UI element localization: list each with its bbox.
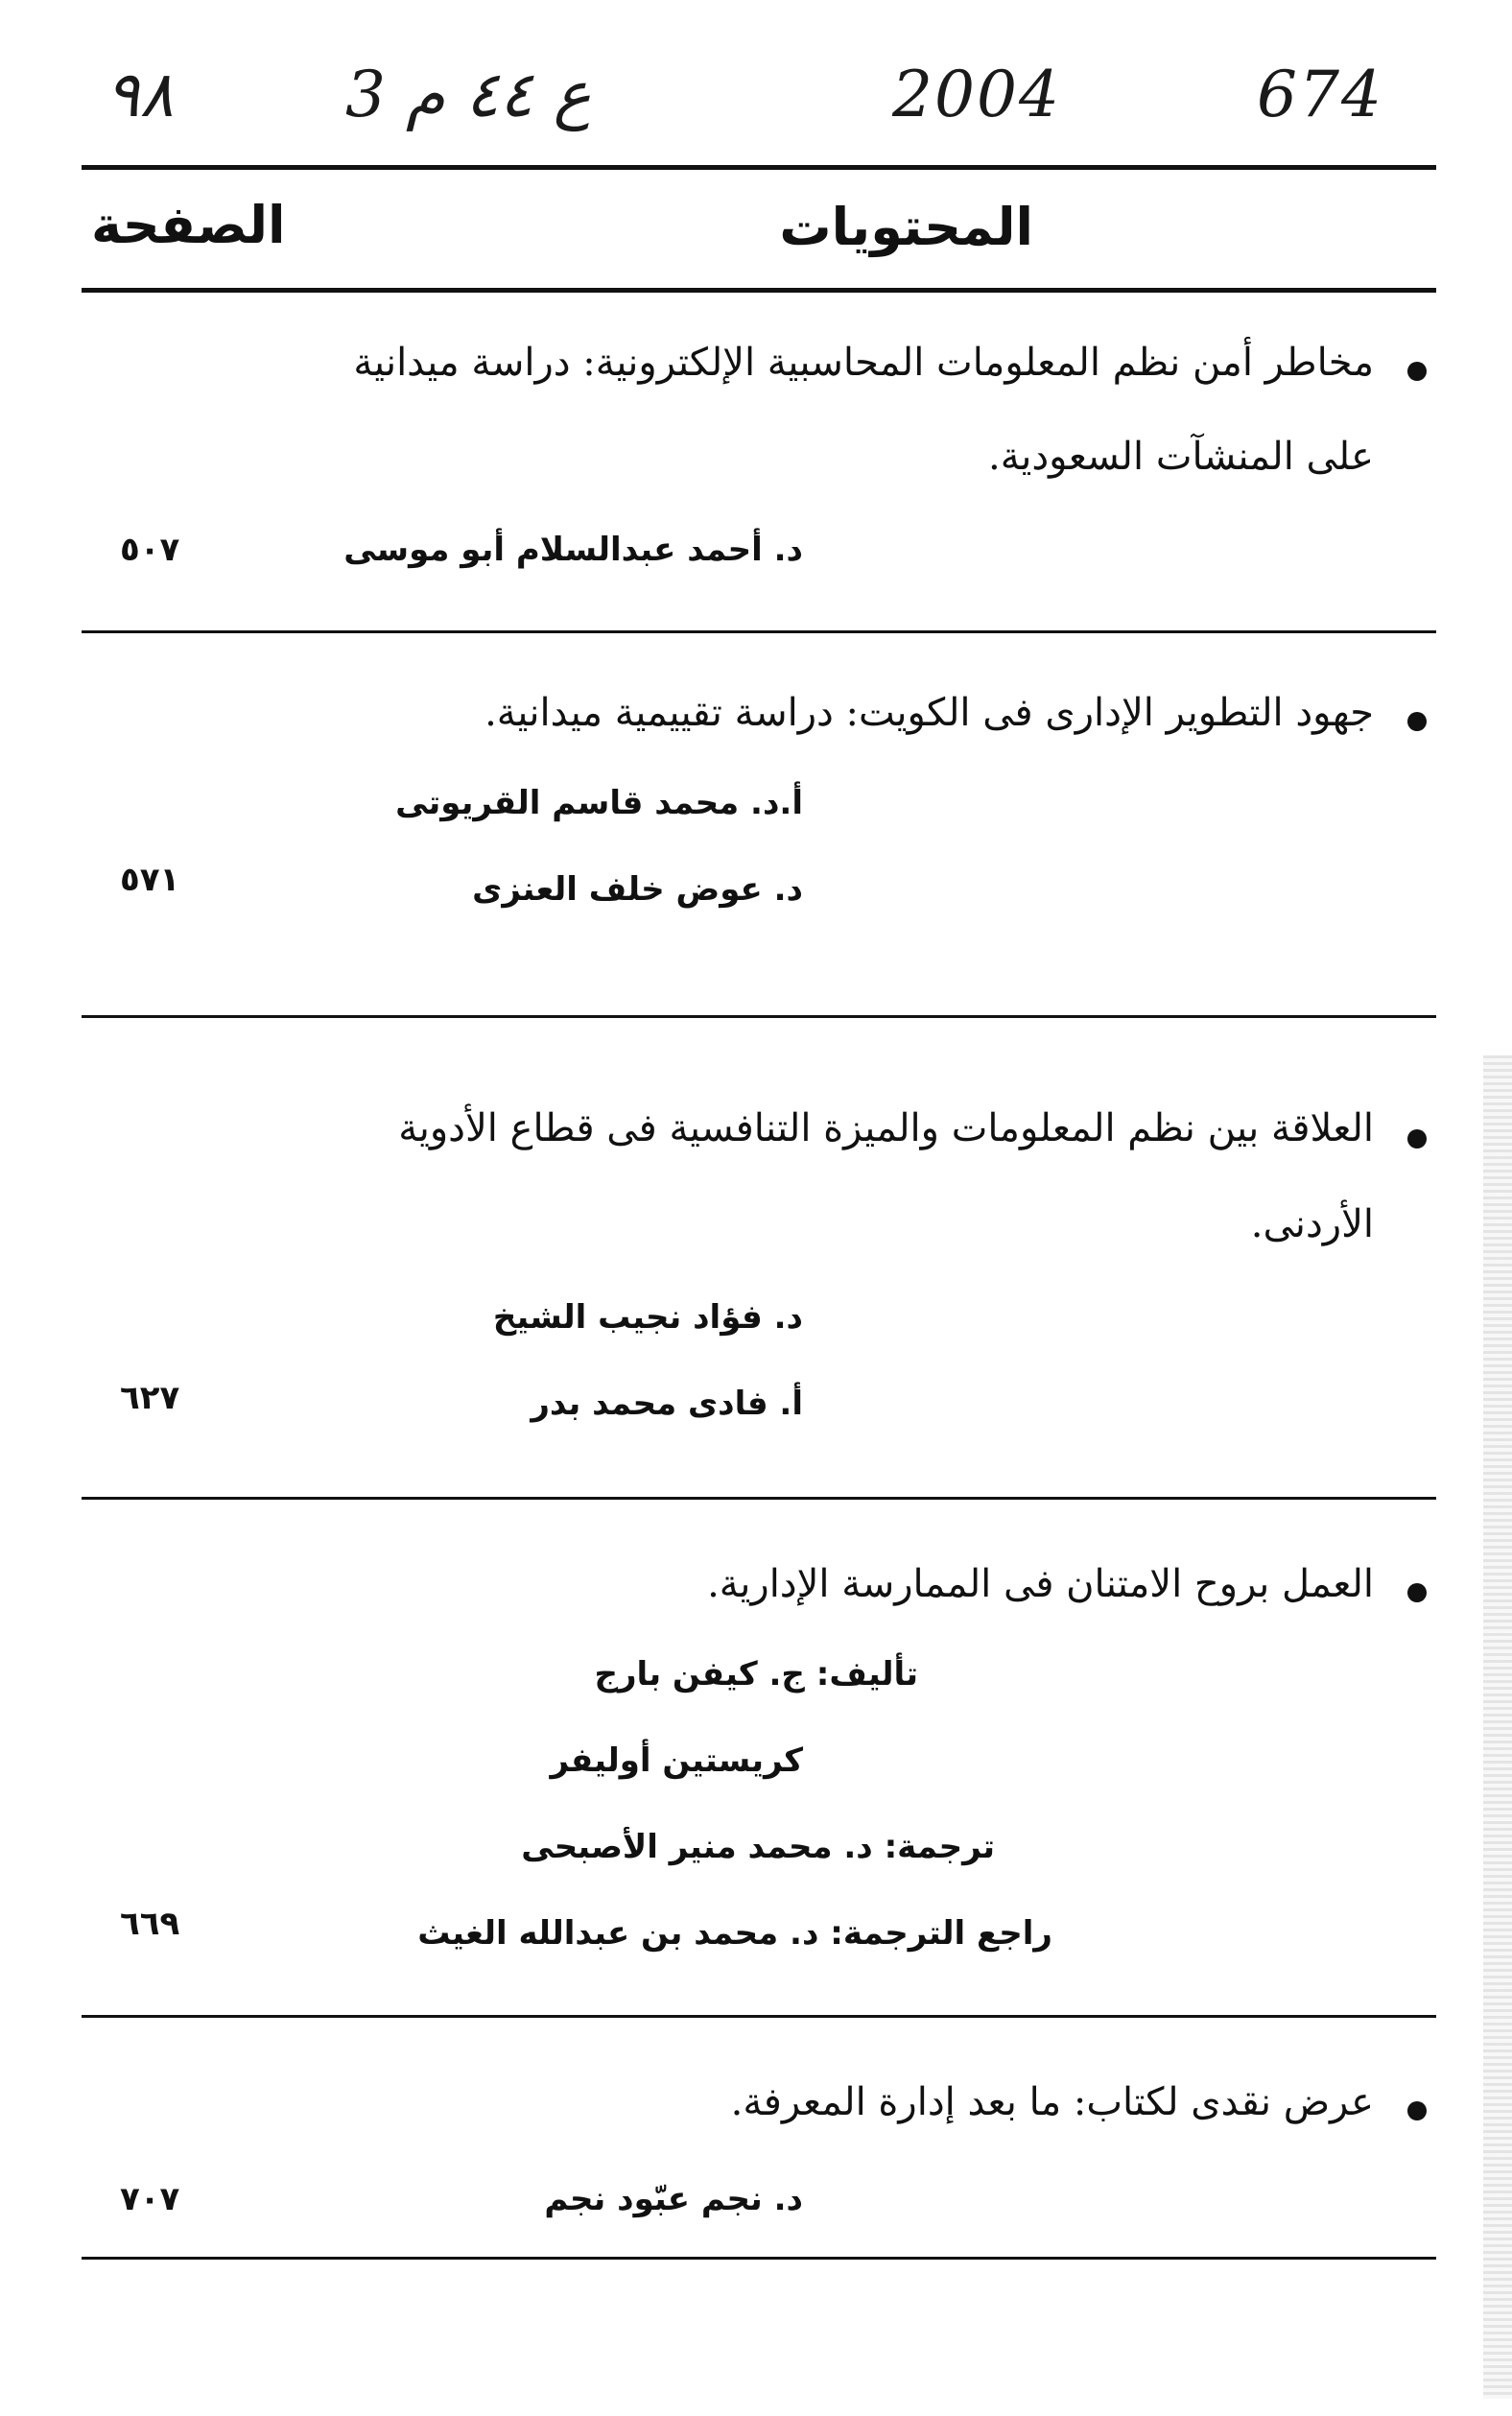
bullet-icon bbox=[1407, 1583, 1427, 1602]
toc-entry[interactable] bbox=[82, 1099, 1436, 1463]
entry-title-line: العمل بروح الامتنان فى الممارسة الإدارية. bbox=[707, 1562, 1374, 1606]
entry-page-number: ٦٢٧ bbox=[120, 1379, 180, 1417]
entry-divider bbox=[82, 630, 1436, 633]
top-rule bbox=[82, 165, 1436, 170]
toc-entry[interactable] bbox=[82, 331, 1436, 609]
entry-title-line: على المنشآت السعودية. bbox=[988, 435, 1374, 479]
entry-author: أ. فادى محمد بدر bbox=[531, 1385, 803, 1423]
toc-entry[interactable] bbox=[82, 683, 1436, 990]
entry-page-number: ٧٠٧ bbox=[120, 2180, 180, 2218]
bullet-icon bbox=[1407, 1129, 1427, 1149]
scan-edge-artifact bbox=[1483, 1055, 1512, 2399]
entry-title-line: عرض نقدى لكتاب: ما بعد إدارة المعرفة. bbox=[730, 2080, 1374, 2124]
toc-entry[interactable] bbox=[82, 1554, 1436, 1977]
toc-entry[interactable] bbox=[82, 2073, 1436, 2264]
entry-author: راجع الترجمة: د. محمد بن عبدالله الغيث bbox=[417, 1914, 1052, 1953]
entry-page-number: ٥٧١ bbox=[120, 861, 180, 899]
handwritten-year: 2004 bbox=[892, 58, 1061, 131]
entry-author: كريستين أوليفر bbox=[550, 1741, 803, 1780]
entry-title-line: العلاقة بين نظم المعلومات والميزة التنافسية فى قطاع الأدوية bbox=[398, 1106, 1374, 1150]
entry-divider bbox=[82, 1015, 1436, 1018]
handwritten-annotation bbox=[67, 58, 1429, 163]
handwritten-number-left: ٩٨ bbox=[106, 58, 174, 131]
contents-title: المحتويات bbox=[779, 197, 1033, 257]
entry-page-number: ٦٦٩ bbox=[120, 1905, 180, 1943]
entry-divider bbox=[82, 1497, 1436, 1500]
entry-title-line: مخاطر أمن نظم المعلومات المحاسبية الإلكترونية: دراسة ميدانية bbox=[353, 341, 1374, 385]
entry-author: د. فؤاد نجيب الشيخ bbox=[492, 1298, 803, 1337]
entry-author: د. نجم عبّود نجم bbox=[544, 2180, 803, 2218]
bullet-icon bbox=[1407, 2101, 1427, 2120]
entry-title-line: جهود التطوير الإدارى فى الكويت: دراسة تقييمية ميدانية. bbox=[484, 691, 1374, 735]
entry-author: أ.د. محمد قاسم القريوتى bbox=[395, 784, 803, 822]
bullet-icon bbox=[1407, 712, 1427, 731]
header-rule bbox=[82, 288, 1436, 293]
entry-author: د. عوض خلف العنزى bbox=[472, 870, 803, 909]
contents-header bbox=[82, 187, 1436, 283]
handwritten-number-right: 674 bbox=[1257, 58, 1383, 131]
bottom-rule bbox=[82, 2257, 1436, 2260]
entry-divider bbox=[82, 2015, 1436, 2018]
entry-author: د. أحمد عبدالسلام أبو موسى bbox=[343, 531, 803, 569]
entry-author: ترجمة: د. محمد منير الأصبحى bbox=[521, 1828, 995, 1866]
page-column-heading: الصفحة bbox=[91, 195, 286, 255]
entry-title-line: الأردنى. bbox=[1250, 1202, 1374, 1246]
handwritten-volume-note: 3 ع ٤٤ م bbox=[345, 58, 592, 131]
bullet-icon bbox=[1407, 362, 1427, 381]
entry-page-number: ٥٠٧ bbox=[120, 531, 180, 569]
entry-author: تأليف: ج. كيفن بارج bbox=[594, 1655, 918, 1694]
